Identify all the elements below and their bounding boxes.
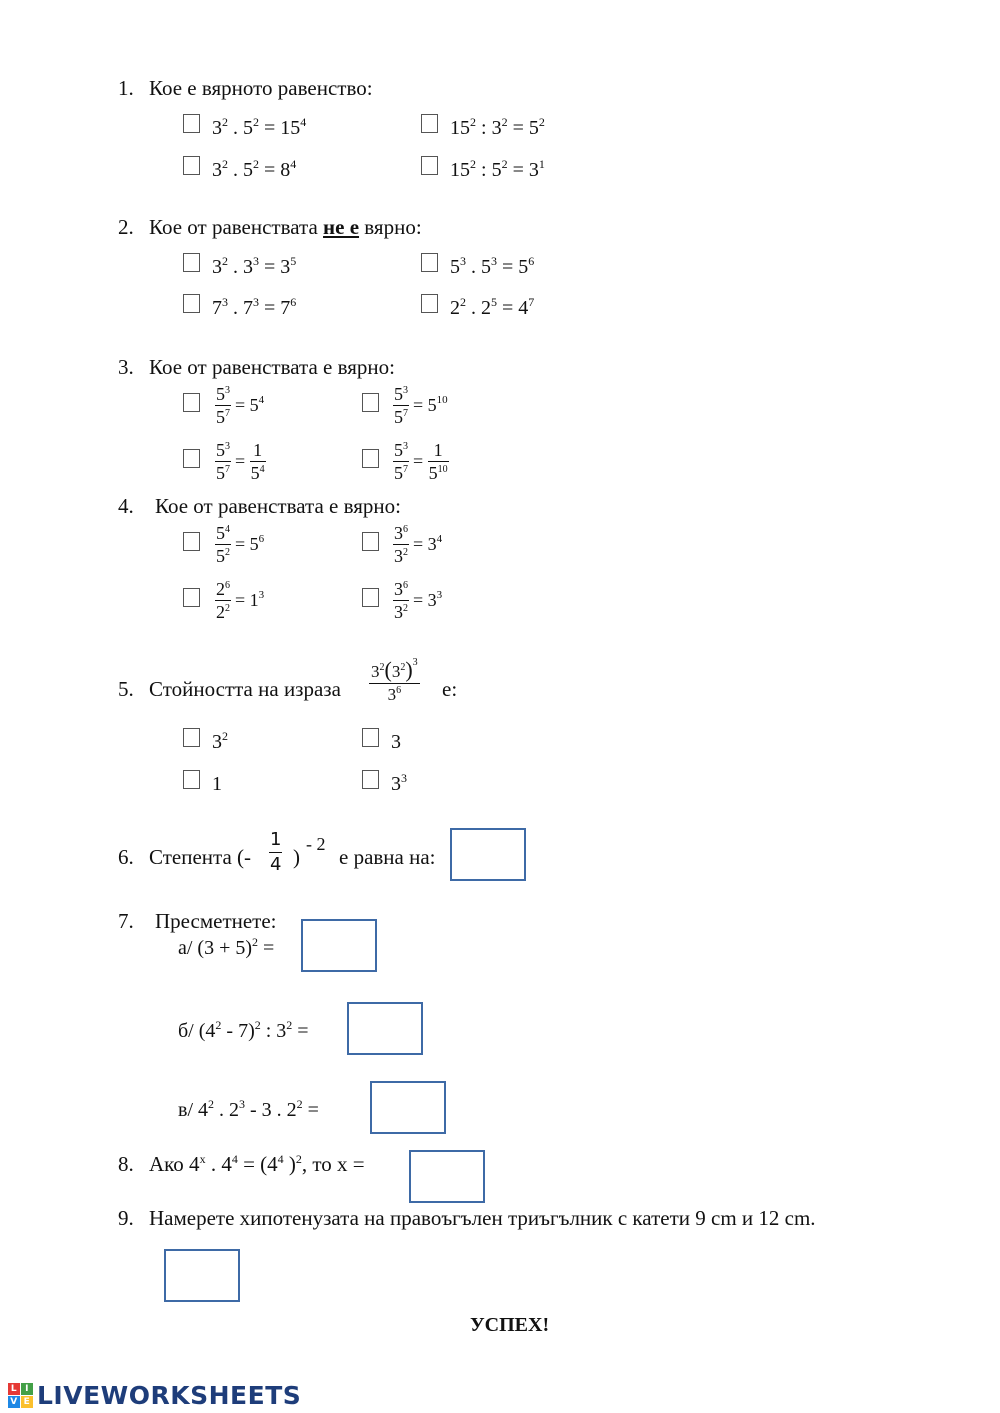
logo-tile-v: V [8,1396,20,1408]
q1-option-1: $3^2$ . $5^2 = 15^4$ [212,115,307,139]
q8-number: 8. [118,1152,134,1176]
q5-option-3: 1 [212,773,222,795]
q2-number: 2. [118,215,134,239]
q5-option-2-checkbox[interactable] [362,728,379,747]
q6-fraction: $\frac{1}{4}$ [270,829,282,875]
q5-expression: $\frac{3^2(3^2)^3}{3^6}$ [371,657,418,704]
liveworksheets-brand: LIVEWORKSHEETS [37,1380,302,1410]
q1-option-3-checkbox[interactable] [183,156,200,175]
q7b-expression: б/ $(4^2 - 7)^2$ : $3^2$ = [178,1018,309,1042]
q2-option-2-checkbox[interactable] [421,253,438,272]
liveworksheets-logo-icon [8,1383,33,1408]
q5-option-3-checkbox[interactable] [183,770,200,789]
liveworksheets-logo [8,1380,301,1410]
q3-option-2: $\frac{5^3}{5^7}$ = $5^{10}$ [394,384,448,427]
q7-text: Пресметнете: [155,909,277,933]
q7c-expression: в/ $4^2$ . $2^3 - 3$ . $2^2$ = [178,1097,319,1121]
q6-close-paren: ) [293,845,300,869]
q8-answer-input[interactable] [409,1150,485,1203]
logo-tile-i: I [21,1383,33,1395]
q4-option-2: $\frac{3^6}{3^2}$ = $3^4$ [394,523,443,566]
q6-text-after: е равна на: [339,845,436,869]
q5-option-1-checkbox[interactable] [183,728,200,747]
q2-option-4-checkbox[interactable] [421,294,438,313]
q1-option-4-checkbox[interactable] [421,156,438,175]
q4-option-2-checkbox[interactable] [362,532,379,551]
q5-text-after: е: [442,677,458,701]
q4-option-4-checkbox[interactable] [362,588,379,607]
q4-number: 4. [118,494,134,518]
q1-option-2: $15^2$ : $3^2 = 5^2$ [450,115,545,139]
q2-option-1: $3^2$ . $3^3 = 3^5$ [212,254,297,278]
logo-tile-l: L [8,1383,20,1395]
q2-text: Кое от равенствата не е вярно: [149,215,422,239]
q5-option-2: 3 [391,731,401,753]
q7b-answer-input[interactable] [347,1002,423,1055]
q9-answer-input[interactable] [164,1249,240,1302]
q2-option-3-checkbox[interactable] [183,294,200,313]
q7-number: 7. [118,909,134,933]
q9-text: Намерете хипотенузата на правоъгълен триъгълник с катети 9 cm и 12 cm. [149,1206,816,1230]
q4-text: Кое от равенствата е вярно: [155,494,401,518]
q2-option-1-checkbox[interactable] [183,253,200,272]
q6-answer-input[interactable] [450,828,526,881]
q4-option-3: $\frac{2^6}{2^2}$ = $1^3$ [216,579,265,622]
q1-number: 1. [118,76,134,100]
q5-text: Стойността на израза [149,677,341,701]
q3-option-1-checkbox[interactable] [183,393,200,412]
q2-option-4: $2^2$ . $2^5 = 4^7$ [450,295,535,319]
logo-tile-e: E [21,1396,33,1408]
q6-exponent: - 2 [306,834,326,854]
q1-option-2-checkbox[interactable] [421,114,438,133]
q4-option-4: $\frac{3^6}{3^2}$ = $3^3$ [394,579,443,622]
q5-option-4: $3^3$ [391,771,407,795]
q7c-answer-input[interactable] [370,1081,446,1134]
q4-option-3-checkbox[interactable] [183,588,200,607]
q3-option-1: $\frac{5^3}{5^7}$ = $5^4$ [216,384,265,427]
q1-text: Кое е вярното равенство: [149,76,373,100]
q5-option-4-checkbox[interactable] [362,770,379,789]
q2-option-3: $7^3$ . $7^3 = 7^6$ [212,295,297,319]
q3-option-4-checkbox[interactable] [362,449,379,468]
q3-option-2-checkbox[interactable] [362,393,379,412]
q4-option-1-checkbox[interactable] [183,532,200,551]
q3-text: Кое от равенствата е вярно: [149,355,395,379]
q4-option-1: $\frac{5^4}{5^2}$ = $5^6$ [216,523,265,566]
q9-number: 9. [118,1206,134,1230]
q3-option-4: $\frac{5^3}{5^7}$ = $\frac{1}{5^{10}}$ [394,440,448,483]
q7a-answer-input[interactable] [301,919,377,972]
q1-option-3: $3^2$ . $5^2 = 8^4$ [212,157,297,181]
q8-text: Ако 4$^x$ . $4^4 = (4^4$ )$^2$, то x = [149,1152,365,1176]
q1-option-1-checkbox[interactable] [183,114,200,133]
q5-option-1: $3^2$ [212,729,228,753]
q3-number: 3. [118,355,134,379]
q6-text: Степента (- [149,845,252,869]
q2-emphasis: не е [323,215,360,239]
q7a-expression: а/ $(3 + 5)^2$ = [178,935,275,959]
q2-option-2: $5^3$ . $5^3 = 5^6$ [450,254,535,278]
q5-number: 5. [118,677,134,701]
q3-option-3: $\frac{5^3}{5^7}$ = $\frac{1}{5^4}$ [216,440,265,483]
q6-number: 6. [118,845,134,869]
closing-text: УСПЕХ! [470,1314,550,1336]
q3-option-3-checkbox[interactable] [183,449,200,468]
q1-option-4: $15^2$ : $5^2 = 3^1$ [450,157,545,181]
